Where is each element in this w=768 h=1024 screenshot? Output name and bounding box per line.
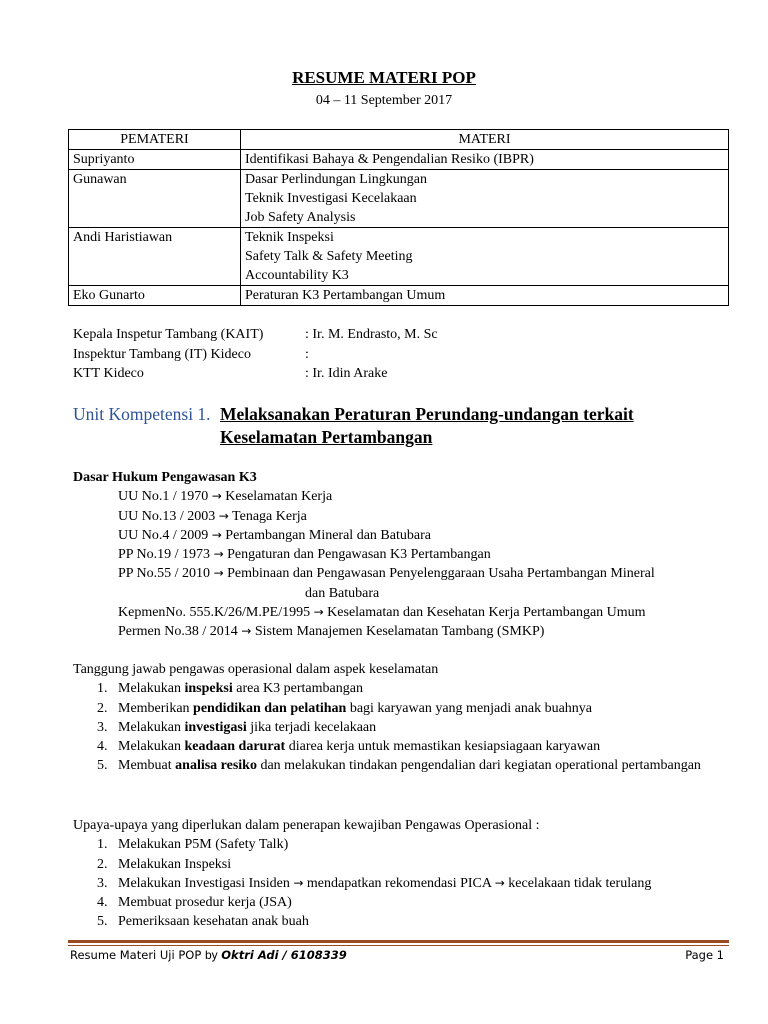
law-desc: Pengaturan dan Pengawasan K3 Pertambangan <box>227 547 491 563</box>
law-item <box>73 545 655 564</box>
section-heading: Dasar Hukum Pengawasan K3 <box>73 470 257 485</box>
materi-topic: Identifikasi Bahaya & Pengendalian Resiko (IBPR) <box>245 152 534 167</box>
list-number: 5. <box>97 914 108 930</box>
item-text: Memberikan <box>118 700 194 716</box>
law-desc: Keselamatan dan Kesehatan Kerja Pertambangan Umum <box>327 605 646 621</box>
law-desc: Pertambangan Mineral dan Batubara <box>225 527 431 543</box>
list-item <box>73 893 728 912</box>
unit-prefix: Unit Kompetensi 1. <box>73 404 211 424</box>
arrow-icon: → <box>313 605 324 620</box>
item-bold-text: keadaan darurat <box>184 739 286 755</box>
footer-by: by <box>204 948 218 962</box>
arrow-icon: → <box>211 489 222 504</box>
item-text: Membuat <box>118 758 176 774</box>
item-text: diarea kerja untuk memastikan kesiapsiagaan karyawan <box>285 739 601 755</box>
item-text: Melakukan Inspeksi <box>118 856 232 872</box>
arrow-icon: → <box>218 508 229 523</box>
section-heading: Tanggung jawab pengawas operasional dalam aspek keselamatan <box>73 662 439 677</box>
upaya-section <box>73 816 728 932</box>
unit-heading <box>73 403 634 449</box>
item-bold-text: inspeksi <box>184 681 233 697</box>
pemateri-table <box>68 129 729 306</box>
list-number: 3. <box>97 719 108 735</box>
list-item <box>73 718 728 737</box>
materi-cell <box>241 150 729 170</box>
item-text: Melakukan <box>118 681 185 697</box>
arrow-icon: → <box>241 624 252 639</box>
document-date: 04 – 11 September 2017 <box>315 93 453 108</box>
list-item <box>73 699 728 718</box>
column-header-pemateri: PEMATERI <box>69 130 241 150</box>
official-label: Inspektur Tambang (IT) Kideco <box>73 346 251 362</box>
item-text: jika terjadi kecelakaan <box>246 719 377 735</box>
official-value: : Ir. Idin Arake <box>305 366 388 381</box>
list-number: 3. <box>97 875 108 891</box>
official-label: Kepala Inspetur Tambang (KAIT) <box>73 327 264 342</box>
official-row <box>73 325 438 345</box>
arrow-icon: → <box>293 875 304 890</box>
pemateri-name: Eko Gunarto <box>69 286 241 306</box>
item-text: mendapatkan rekomendasi PICA <box>306 875 492 891</box>
law-ref: Permen No.38 / 2014 <box>118 624 238 640</box>
list-number: 1. <box>97 681 108 697</box>
law-ref: PP No.55 / 2010 <box>118 566 211 582</box>
list-item <box>73 737 728 756</box>
list-number: 4. <box>97 895 108 911</box>
list-item <box>73 912 728 931</box>
official-value: : <box>305 346 309 362</box>
materi-topic: Job Safety Analysis <box>245 210 356 225</box>
law-desc: Pembinaan dan Pengawasan Penyelenggaraan Usaha Pertambangan Mineral <box>227 566 655 582</box>
list-number: 5. <box>97 758 108 774</box>
list-item <box>73 874 728 893</box>
section-heading: Upaya-upaya yang diperlukan dalam penerapan kewajiban Pengawas Operasional : <box>73 818 540 833</box>
dasar-hukum-section <box>73 468 655 642</box>
law-item <box>73 622 655 641</box>
item-text: Melakukan <box>118 719 185 735</box>
item-bold-text: pendidikan dan pelatihan <box>193 700 347 716</box>
footer-author: Oktri Adi / 6108339 <box>221 948 347 962</box>
item-text: Melakukan P5M (Safety Talk) <box>118 837 289 853</box>
law-ref: UU No.13 / 2003 <box>118 508 216 524</box>
law-desc: Sistem Manajemen Keselamatan Tambang (SMKP) <box>254 624 545 640</box>
arrow-icon: → <box>211 527 222 542</box>
item-text: Membuat prosedur kerja (JSA) <box>118 895 292 911</box>
footer-left <box>70 948 347 962</box>
list-item <box>73 855 728 874</box>
arrow-icon: → <box>213 547 224 562</box>
pemateri-name: Gunawan <box>69 170 241 228</box>
law-desc: Tenaga Kerja <box>232 508 307 524</box>
footer-doc-title: Resume Materi Uji POP <box>70 948 202 962</box>
law-item <box>73 507 655 526</box>
unit-title <box>220 403 634 449</box>
item-text: Melakukan Investigasi Insiden <box>118 875 290 891</box>
item-bold-text: investigasi <box>184 719 247 735</box>
officials-list <box>73 325 438 384</box>
law-ref: UU No.4 / 2009 <box>118 527 209 543</box>
pemateri-name: Andi Haristiawan <box>69 228 241 286</box>
list-item <box>73 679 728 698</box>
unit-title-line1: Melaksanakan Peraturan Perundang-undangan terkait <box>219 404 634 424</box>
official-row <box>73 364 438 384</box>
materi-cell <box>241 170 729 228</box>
item-text: Melakukan <box>118 739 185 755</box>
item-text: bagi karyawan yang menjadi anak buahnya <box>346 700 593 716</box>
item-text: kecelakaan tidak terulang <box>508 875 652 891</box>
law-desc: Keselamatan Kerja <box>225 489 333 505</box>
column-header-materi: MATERI <box>241 130 729 150</box>
law-desc-continued: dan Batubara <box>305 585 380 601</box>
footer-divider <box>68 940 729 943</box>
item-bold-text: analisa resiko <box>175 758 257 774</box>
table-row <box>69 228 729 286</box>
table-row <box>69 150 729 170</box>
materi-cell <box>241 286 729 306</box>
law-item <box>73 603 655 622</box>
materi-topic: Safety Talk & Safety Meeting <box>245 249 413 264</box>
item-text: area K3 pertambangan <box>232 681 363 697</box>
official-value: : Ir. M. Endrasto, M. Sc <box>305 327 438 342</box>
arrow-icon: → <box>213 566 224 581</box>
materi-cell <box>241 228 729 286</box>
item-text: Pemeriksaan kesehatan anak buah <box>118 914 309 930</box>
list-number: 4. <box>97 739 108 755</box>
list-item <box>73 756 728 775</box>
table-row <box>69 170 729 228</box>
list-item <box>73 835 728 854</box>
materi-topic: Dasar Perlindungan Lingkungan <box>245 172 427 187</box>
law-item <box>73 526 655 545</box>
official-row <box>73 345 438 365</box>
official-label: KTT Kideco <box>73 366 144 381</box>
page-number: Page 1 <box>685 948 724 962</box>
table-header-row <box>69 130 729 150</box>
list-number: 2. <box>97 856 108 872</box>
numbered-list <box>73 835 728 931</box>
tanggung-jawab-section <box>73 660 728 776</box>
law-ref: UU No.1 / 1970 <box>118 489 209 505</box>
materi-topic: Teknik Investigasi Kecelakaan <box>245 191 417 206</box>
law-ref: KepmenNo. 555.K/26/M.PE/1995 <box>118 605 311 621</box>
item-text: dan melakukan tindakan pengendalian dari kegiatan operational pertambangan <box>256 758 701 774</box>
materi-topic: Teknik Inspeksi <box>245 230 334 245</box>
law-ref: PP No.19 / 1973 <box>118 547 211 563</box>
footer-divider-thin <box>68 945 729 946</box>
pemateri-name: Supriyanto <box>69 150 241 170</box>
table-row <box>69 286 729 306</box>
document-title: RESUME MATERI POP <box>292 68 476 87</box>
materi-topic: Accountability K3 <box>245 268 349 283</box>
numbered-list <box>73 679 728 775</box>
materi-topic: Peraturan K3 Pertambangan Umum <box>245 288 446 303</box>
law-item <box>73 564 655 603</box>
list-number: 2. <box>97 700 108 716</box>
law-item <box>73 487 655 506</box>
unit-title-line2: Keselamatan Pertambangan <box>219 427 433 447</box>
arrow-icon: → <box>494 875 505 890</box>
list-number: 1. <box>97 837 108 853</box>
